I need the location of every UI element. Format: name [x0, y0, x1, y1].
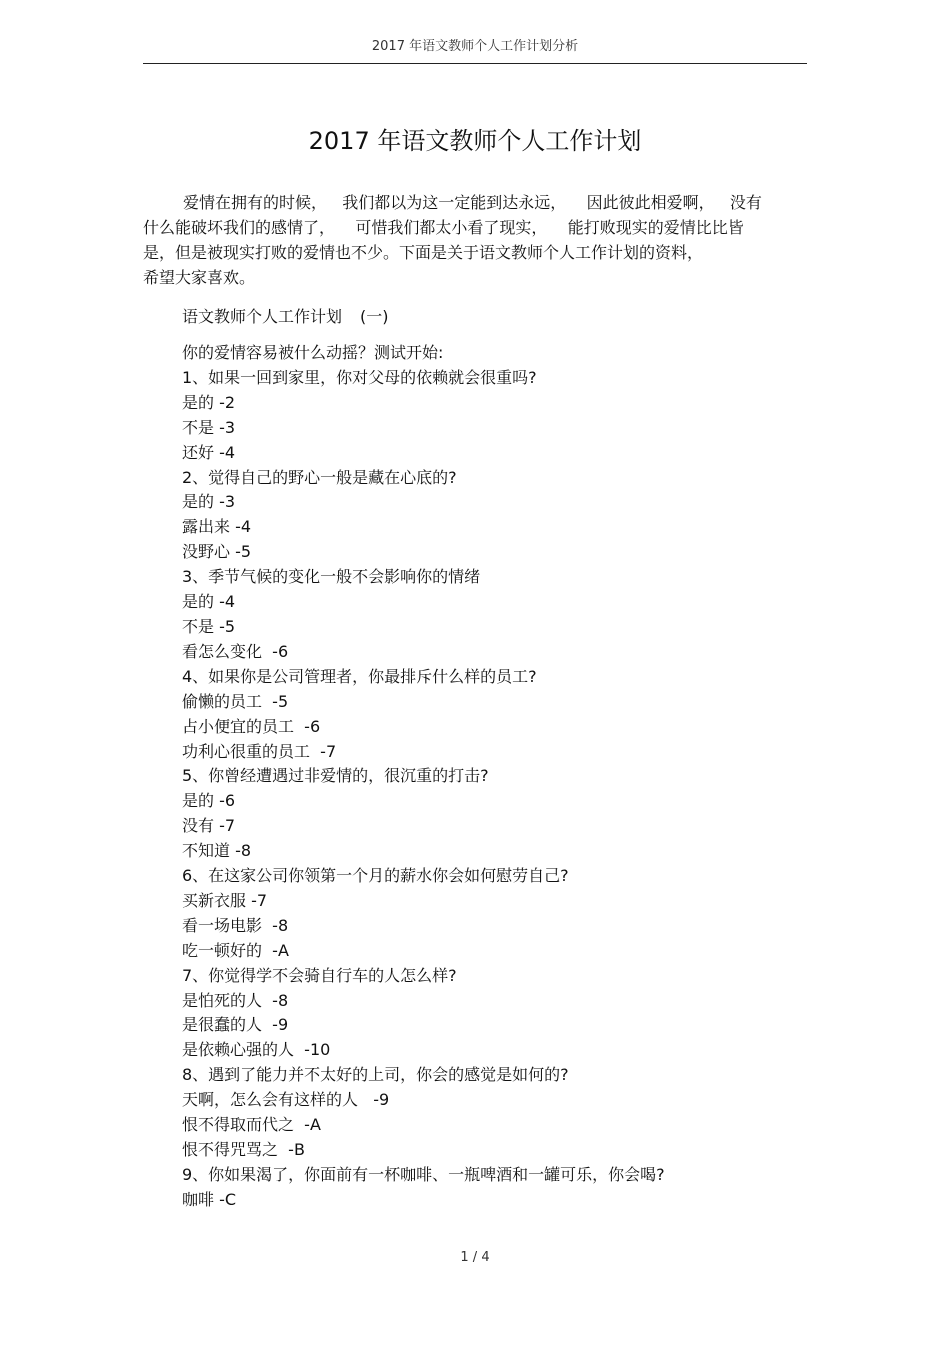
quiz-line: 9、你如果渴了，你面前有一杯咖啡、一瓶啤酒和一罐可乐，你会喝? — [182, 1164, 665, 1184]
quiz-line: 没野心 -5 — [182, 542, 252, 562]
running-header: 2017 年语文教师个人工作计划分析 — [371, 39, 579, 54]
quiz-line: 看怎么变化 -6 — [182, 641, 289, 661]
quiz-line: 露出来 -4 — [182, 517, 252, 537]
quiz-line: 不是 -3 — [182, 417, 236, 437]
quiz-line: 是的 -6 — [182, 791, 236, 811]
quiz-line: 是的 -3 — [182, 492, 236, 512]
intro-line-4: 希望大家喜欢。 — [143, 268, 256, 287]
section-heading — [182, 304, 389, 329]
quiz-line: 是的 -2 — [182, 392, 236, 412]
document-title: 2017 年语文教师个人工作计划 — [308, 127, 642, 155]
quiz-line: 偷懒的员工 -5 — [182, 691, 289, 711]
quiz-line: 是的 -4 — [182, 592, 236, 612]
quiz-line: 6、在这家公司你领第一个月的薪水你会如何慰劳自己? — [182, 866, 569, 886]
quiz-line: 7、你觉得学不会骑自行车的人怎么样? — [182, 965, 457, 985]
quiz-line: 没有 -7 — [182, 816, 236, 836]
quiz-line: 恨不得取而代之 -A — [182, 1115, 321, 1135]
intro-line-3: 是，但是被现实打败的爱情也不少。下面是关于语文教师个人工作计划的资料， — [143, 243, 704, 262]
intro-line-1: 爱情在拥有的时候， 我们都以为这一定能到达永远， 因此彼此相爱啊， 没有 — [183, 193, 762, 212]
quiz-line: 2、觉得自己的野心一般是藏在心底的? — [182, 467, 457, 487]
quiz-line: 吃一顿好的 -A — [182, 940, 289, 960]
quiz-line: 咖啡 -C — [182, 1189, 237, 1209]
quiz-line: 看一场电影 -8 — [182, 915, 289, 935]
intro-paragraph — [143, 190, 807, 290]
intro-line-2: 什么能破坏我们的感情了， 可惜我们都太小看了现实， 能打败现实的爱情比比皆 — [143, 218, 744, 237]
quiz-line: 是很蠢的人 -9 — [182, 1015, 289, 1035]
quiz-line: 不是 -5 — [182, 616, 236, 636]
quiz-line: 8、遇到了能力并不太好的上司，你会的感觉是如何的? — [182, 1065, 569, 1085]
quiz-line: 不知道 -8 — [182, 841, 252, 861]
quiz-line: 1、如果一回到家里，你对父母的依赖就会很重吗? — [182, 367, 537, 387]
quiz-line: 还好 -4 — [182, 442, 236, 462]
quiz-line: 5、你曾经遭遇过非爱情的，很沉重的打击? — [182, 766, 489, 786]
quiz-line: 天啊，怎么会有这样的人 -9 — [182, 1090, 390, 1110]
section-heading-number: (一) — [360, 307, 389, 326]
quiz-list — [182, 341, 807, 1213]
page-number: 1 / 4 — [460, 1250, 490, 1265]
quiz-line: 买新衣服 -7 — [182, 890, 268, 910]
quiz-line: 3、季节气候的变化一般不会影响你的情绪 — [182, 567, 481, 587]
quiz-line: 4、如果你是公司管理者，你最排斥什么样的员工? — [182, 666, 537, 686]
quiz-line: 是依赖心强的人 -10 — [182, 1040, 331, 1060]
quiz-line: 功利心很重的员工 -7 — [182, 741, 337, 761]
section-heading-text: 语文教师个人工作计划 — [182, 307, 343, 326]
quiz-line: 你的爱情容易被什么动摇？测试开始: — [182, 343, 444, 362]
quiz-line: 恨不得咒骂之 -B — [182, 1140, 305, 1159]
header-divider — [143, 63, 807, 64]
quiz-line: 占小便宜的员工 -6 — [182, 716, 321, 736]
quiz-line: 是怕死的人 -8 — [182, 990, 289, 1010]
